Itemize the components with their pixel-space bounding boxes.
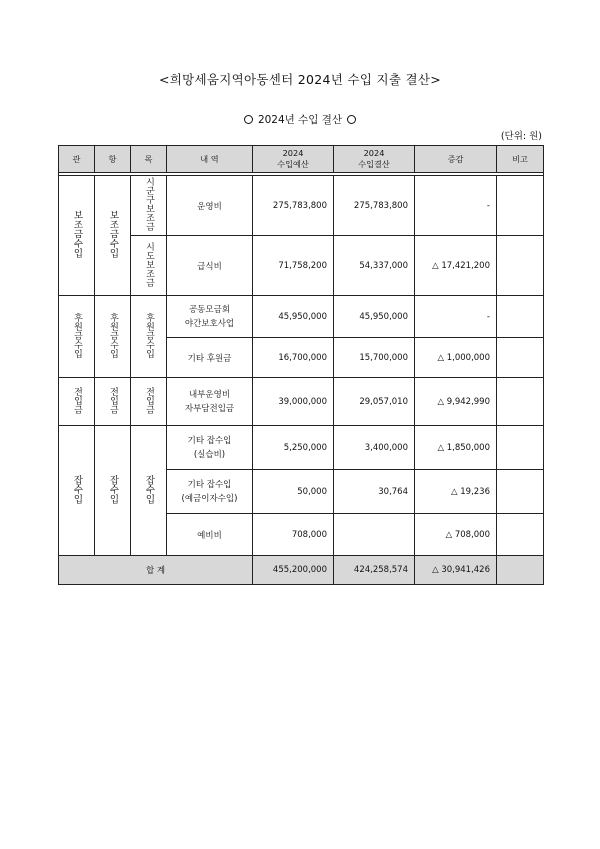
note-cell xyxy=(497,338,544,378)
header-hang: 항 xyxy=(95,146,131,173)
diff-cell: △ 1,850,000 xyxy=(415,426,497,470)
mok-cell: 전입금 xyxy=(131,378,167,426)
income-settlement-table xyxy=(58,145,544,585)
header-settlement: 2024 수입결산 xyxy=(334,146,415,173)
budget-cell: 275,783,800 xyxy=(253,176,334,236)
total-note xyxy=(497,556,544,585)
note-cell xyxy=(497,378,544,426)
gwan-cell: 보조금수입 xyxy=(59,176,95,296)
circle-bullet-icon xyxy=(244,115,253,124)
circle-bullet-icon xyxy=(347,115,356,124)
table-row xyxy=(59,236,544,296)
section-title-text: 2024년 수입 결산 xyxy=(257,114,343,126)
table-row xyxy=(59,378,544,426)
note-cell xyxy=(497,236,544,296)
settlement-cell xyxy=(334,514,415,556)
header-detail: 내 역 xyxy=(167,146,253,173)
settlement-cell: 30,764 xyxy=(334,470,415,514)
detail-cell: 기타 후원금 xyxy=(167,338,253,378)
hang-cell: 잡수입 xyxy=(95,426,131,556)
settlement-cell: 45,950,000 xyxy=(334,296,415,338)
budget-cell: 45,950,000 xyxy=(253,296,334,338)
note-cell xyxy=(497,426,544,470)
budget-cell: 39,000,000 xyxy=(253,378,334,426)
diff-cell: △ 708,000 xyxy=(415,514,497,556)
table-row xyxy=(59,296,544,338)
header-mok: 목 xyxy=(131,146,167,173)
total-row xyxy=(59,556,544,585)
detail-cell: 급식비 xyxy=(167,236,253,296)
header-diff: 증감 xyxy=(415,146,497,173)
gwan-cell: 후원금수입 xyxy=(59,296,95,378)
detail-cell: 기타 잡수입 (예금이자수입) xyxy=(167,470,253,514)
note-cell xyxy=(497,470,544,514)
budget-cell: 71,758,200 xyxy=(253,236,334,296)
mok-cell: 시도보조금 xyxy=(131,236,167,296)
budget-cell: 16,700,000 xyxy=(253,338,334,378)
budget-cell: 5,250,000 xyxy=(253,426,334,470)
diff-cell: △ 17,421,200 xyxy=(415,236,497,296)
settlement-cell: 275,783,800 xyxy=(334,176,415,236)
mok-cell: 후원금수입 xyxy=(131,296,167,378)
diff-cell: - xyxy=(415,296,497,338)
note-cell xyxy=(497,296,544,338)
table-header-row xyxy=(59,146,544,173)
header-budget: 2024 수입예산 xyxy=(253,146,334,173)
total-budget: 455,200,000 xyxy=(253,556,334,585)
header-gwan: 관 xyxy=(59,146,95,173)
table-row xyxy=(59,426,544,470)
note-cell xyxy=(497,176,544,236)
settlement-cell: 29,057,010 xyxy=(334,378,415,426)
detail-cell: 공동모금회 야간보호사업 xyxy=(167,296,253,338)
gwan-cell: 전입금 xyxy=(59,378,95,426)
diff-cell: △ 9,942,990 xyxy=(415,378,497,426)
budget-cell: 708,000 xyxy=(253,514,334,556)
hang-cell: 보조금수입 xyxy=(95,176,131,296)
detail-cell: 내부운영비 자부담전입금 xyxy=(167,378,253,426)
settlement-cell: 3,400,000 xyxy=(334,426,415,470)
detail-cell: 기타 잡수입 (실습비) xyxy=(167,426,253,470)
diff-cell: - xyxy=(415,176,497,236)
diff-cell: △ 19,236 xyxy=(415,470,497,514)
diff-cell: △ 1,000,000 xyxy=(415,338,497,378)
settlement-cell: 54,337,000 xyxy=(334,236,415,296)
unit-label: (단위: 원) xyxy=(500,131,542,142)
table-row xyxy=(59,176,544,236)
detail-cell: 운영비 xyxy=(167,176,253,236)
document-title: <희망세움지역아동센터 2024년 수입 지출 결산> xyxy=(158,72,442,87)
mok-cell: 잡수입 xyxy=(131,426,167,556)
header-note: 비고 xyxy=(497,146,544,173)
section-title xyxy=(0,112,600,127)
gwan-cell: 잡수입 xyxy=(59,426,95,556)
total-label: 합 계 xyxy=(59,556,253,585)
hang-cell: 전입금 xyxy=(95,378,131,426)
note-cell xyxy=(497,514,544,556)
total-diff: △ 30,941,426 xyxy=(415,556,497,585)
settlement-cell: 15,700,000 xyxy=(334,338,415,378)
detail-cell: 예비비 xyxy=(167,514,253,556)
mok-cell: 시군구보조금 xyxy=(131,176,167,236)
total-settlement: 424,258,574 xyxy=(334,556,415,585)
hang-cell: 후원금수입 xyxy=(95,296,131,378)
budget-cell: 50,000 xyxy=(253,470,334,514)
